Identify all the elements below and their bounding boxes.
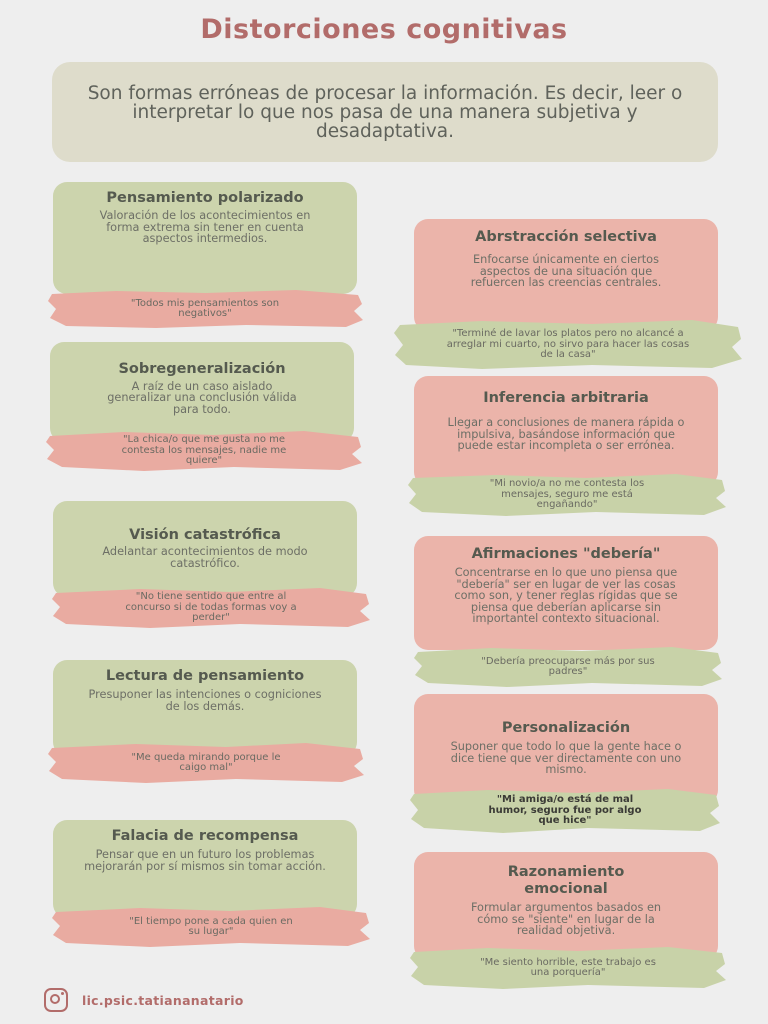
example-strip	[50, 587, 372, 629]
card-title: Personalización	[501, 720, 631, 736]
card-title: Afirmaciones "debería"	[471, 546, 661, 562]
card-vision-catastrofica	[53, 501, 357, 597]
intro-text: Son formas erróneas de procesar la información. Es decir, leer o interpretar lo que nos pasa de una manera subjetiva y desadaptativa.	[87, 82, 683, 142]
card-description: Pensar que en un futuro los problemas mejorarán por sí mismos sin tomar acción.	[84, 848, 326, 873]
example-strip	[46, 742, 366, 784]
example-strip	[44, 430, 364, 472]
intro-box	[52, 62, 718, 162]
example-strip	[392, 319, 744, 371]
instagram-icon	[44, 988, 68, 1012]
card-description: Suponer que todo lo que la gente hace o dice tiene que ver directamente con uno mismo.	[450, 740, 682, 776]
card-title: Inferencia arbitraria	[483, 390, 649, 406]
example-strip	[50, 906, 372, 948]
example-text: "La chica/o que me gusta no me contesta los mensajes, nadie me quiere"	[121, 434, 287, 467]
card-razonamiento-emocional	[414, 852, 718, 960]
card-pensamiento-polarizado	[53, 182, 357, 294]
page-title: Distorciones cognitivas	[200, 14, 568, 45]
example-text: "El tiempo pone a cada quien en su lugar"	[129, 915, 293, 937]
card-title: Abrstracción selectiva	[475, 229, 657, 245]
instagram-handle[interactable]: lic.psic.tatiananatario	[82, 992, 244, 1008]
example-strip	[406, 473, 728, 517]
card-falacia-de-recompensa	[53, 820, 357, 918]
example-text: "Mi novio/a no me contesta los mensajes, seguro me está engañando"	[489, 478, 645, 511]
example-text: "Todos mis pensamientos son negativos"	[130, 297, 280, 319]
card-description: Adelantar acontecimientos de modo catastrófico.	[102, 545, 308, 570]
example-text: "Debería preocuparse más por sus padres"	[481, 655, 655, 677]
footer	[44, 988, 244, 1012]
example-text: "No tiene sentido que entre al concurso si de todas formas voy a perder"	[125, 591, 297, 624]
example-text: "Terminé de lavar los platos pero no alcancé a arreglar mi cuarto, no sirvo para hacer las cosas de la casa"	[446, 328, 690, 361]
card-description: Llegar a conclusiones de manera rápida o impulsiva, basándose información que puede estar incompleta o ser errónea.	[447, 416, 685, 452]
card-sobregeneralizacion	[50, 342, 354, 442]
card-title: Sobregeneralización	[118, 360, 286, 377]
card-afirmaciones-deberia	[414, 536, 718, 650]
card-title: Razonamiento emocional	[507, 864, 625, 897]
card-description: A raíz de un caso aislado generalizar una conclusión válida para todo.	[107, 379, 297, 416]
card-abstraccion-selectiva	[414, 219, 718, 331]
card-title: Pensamiento polarizado	[106, 190, 304, 206]
card-description: Enfocarse únicamente en ciertos aspectos de una situación que refuercen las creencias centrales.	[470, 253, 662, 289]
card-title: Lectura de pensamiento	[105, 668, 305, 684]
example-strip	[408, 788, 722, 834]
card-description: Presuponer las intenciones o cogniciones de los demás.	[88, 688, 322, 713]
card-inferencia-arbitraria	[414, 376, 718, 486]
card-description: Concentrarse en lo que uno piensa que "debería" ser en lugar de ver las cosas como son, y tener reglas rígidas que se piensa que deberían aplicarse sin importantel contexto situacional.	[454, 566, 678, 625]
example-text: "Me siento horrible, este trabajo es una porquería"	[480, 956, 656, 978]
card-description: Formular argumentos basados en cómo se "siente" en lugar de la realidad objetiva.	[470, 901, 662, 937]
card-title: Falacia de recompensa	[111, 828, 299, 844]
card-title: Visión catastrófica	[129, 527, 281, 543]
example-strip	[408, 946, 728, 990]
card-description: Valoración de los acontecimientos en forma extrema sin tener en cuenta aspectos intermedios.	[99, 209, 311, 245]
example-strip	[46, 289, 364, 329]
example-text: "Me queda mirando porque le caigo mal"	[131, 751, 281, 773]
example-strip	[412, 646, 724, 688]
example-text: "Mi amiga/o está de mal humor, seguro fue por algo que hice"	[488, 794, 642, 827]
